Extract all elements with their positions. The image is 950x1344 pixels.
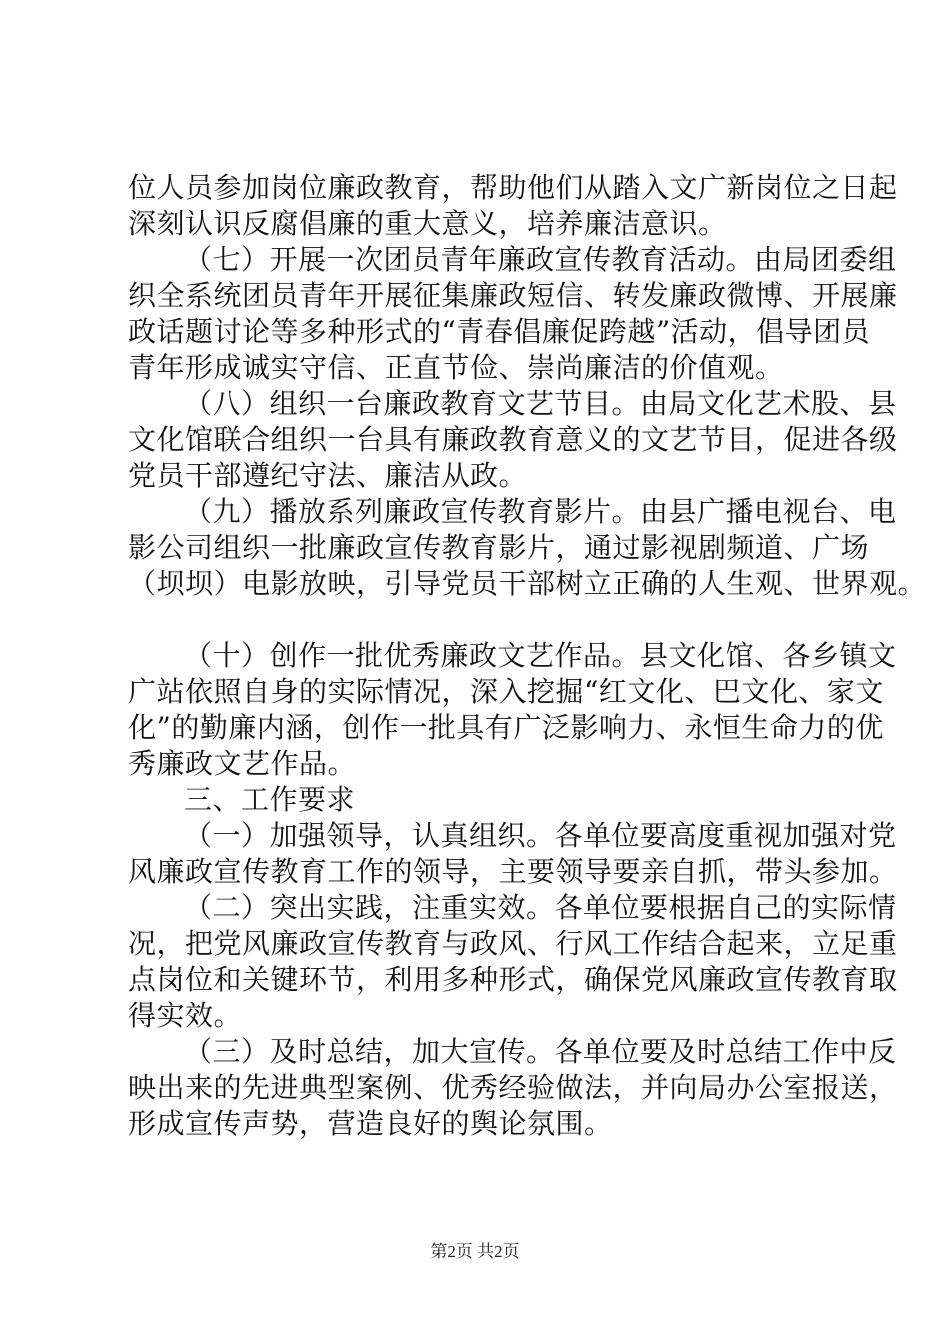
paragraph-eight: （八）组织一台廉政教育文艺节目。由局文化艺术股、县 <box>184 387 897 420</box>
text-line: 况，把党风廉政宣传教育与政风、行风工作结合起来，立足重 <box>128 927 898 960</box>
text-line: 形成宣传声势，营造良好的舆论氛围。 <box>128 1107 613 1140</box>
requirement-three: （三）及时总结，加大宣传。各单位要及时总结工作中反 <box>184 1035 897 1068</box>
requirement-one: （一）加强领导，认真组织。各单位要高度重视加强对党 <box>184 819 897 852</box>
text-line: （坝坝）电影放映，引导党员干部树立正确的人生观、世界观。 <box>128 567 927 600</box>
paragraph-ten: （十）创作一批优秀廉政文艺作品。县文化馆、各乡镇文 <box>184 639 897 672</box>
text-line: 织全系统团员青年开展征集廉政短信、转发廉政微博、开展廉 <box>128 279 898 312</box>
text-line: 广站依照自身的实际情况，深入挖掘“红文化、巴文化、家文 <box>128 675 884 708</box>
text-line: 影公司组织一批廉政宣传教育影片，通过影视剧频道、广场 <box>128 531 870 564</box>
page-number: 第2页 共2页 <box>430 1242 520 1261</box>
text-line: 映出来的先进典型案例、优秀经验做法，并向局办公室报送， <box>128 1071 898 1104</box>
text-line: 党员干部遵纪守法、廉洁从政。 <box>128 459 528 492</box>
section-heading: 三、工作要求 <box>184 783 356 816</box>
requirement-two: （二）突出实践，注重实效。各单位要根据自己的实际情 <box>184 891 897 924</box>
text-line: 文化馆联合组织一台具有廉政教育意义的文艺节目，促进各级 <box>128 423 898 456</box>
text-line: 青年形成诚实守信、正直节俭、崇尚廉洁的价值观。 <box>128 351 784 384</box>
text-line: 风廉政宣传教育工作的领导，主要领导要亲自抓，带头参加。 <box>128 855 898 888</box>
text-line: 点岗位和关键环节，利用多种形式，确保党风廉政宣传教育取 <box>128 963 898 996</box>
text-line: 化”的勤廉内涵，创作一批具有广泛影响力、永恒生命力的优 <box>128 711 884 744</box>
text-line: 政话题讨论等多种形式的“青春倡廉促跨越”活动，倡导团员 <box>128 315 871 348</box>
paragraph-nine: （九）播放系列廉政宣传教育影片。由县广播电视台、电 <box>184 495 897 528</box>
text-line: 深刻认识反腐倡廉的重大意义，培养廉洁意识。 <box>128 207 727 240</box>
paragraph-seven: （七）开展一次团员青年廉政宣传教育活动。由局团委组 <box>184 243 897 276</box>
document-body <box>128 170 927 1142</box>
text-line: 位人员参加岗位廉政教育，帮助他们从踏入文广新岗位之日起 <box>128 171 898 204</box>
text-line: 秀廉政文艺作品。 <box>128 747 357 780</box>
blank-line <box>128 602 840 638</box>
text-line: 得实效。 <box>128 999 243 1032</box>
